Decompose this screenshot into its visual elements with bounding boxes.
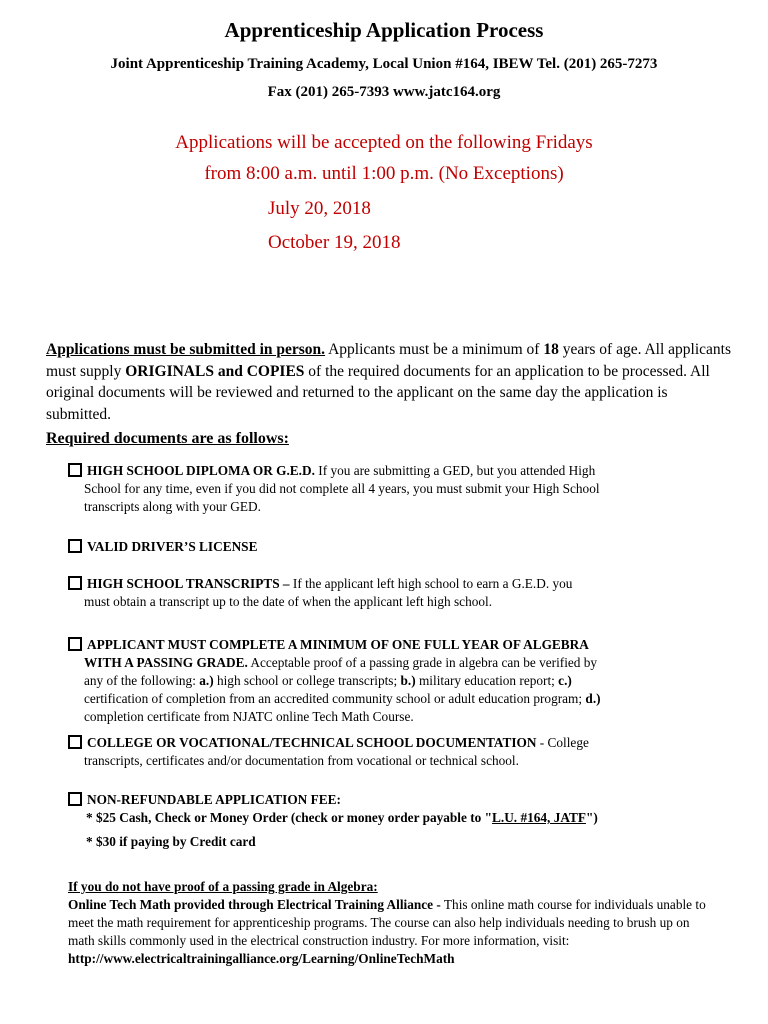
license-caption: VALID DRIVER’S LICENSE <box>87 539 258 554</box>
checkbox-transcripts[interactable] <box>68 576 82 590</box>
required-documents-heading: Required documents are as follows: <box>46 430 289 447</box>
notice-line-1: Applications will be accepted on the following Fridays <box>175 132 593 153</box>
algebra-caption-2: WITH A PASSING GRADE. <box>84 655 248 670</box>
transcripts-text-1: If the applicant left high school to earn a G.E.D. you <box>289 576 573 591</box>
checkbox-diploma[interactable] <box>68 463 82 477</box>
intro-text-1: Applicants must be a minimum of <box>325 341 544 358</box>
college-text-1: - College <box>536 735 589 750</box>
diploma-caption: HIGH SCHOOL DIPLOMA OR G.E.D. <box>87 463 315 478</box>
fax-website-line: Fax (201) 265-7393 www.jatc164.org <box>267 84 501 100</box>
fee-cash-text: * $25 Cash, Check or Money Order (check or money order payable to " <box>86 810 493 825</box>
tech-math-lead: Online Tech Math provided through Electrical Training Alliance - <box>68 897 441 912</box>
option-d: d.) <box>585 691 601 706</box>
algebra-text-2b: high school or college transcripts; <box>213 673 401 688</box>
item-college <box>68 734 688 770</box>
checkbox-algebra[interactable] <box>68 637 82 651</box>
fee-cash-close: ") <box>585 810 598 825</box>
intro-lead: Applications must be submitted in person. <box>46 341 326 358</box>
item-transcripts <box>68 575 688 611</box>
algebra-text-2c: military education report; <box>415 673 559 688</box>
application-date-2: October 19, 2018 <box>268 232 401 253</box>
transcripts-caption: HIGH SCHOOL TRANSCRIPTS – <box>87 576 290 591</box>
fee-caption: NON-REFUNDABLE APPLICATION FEE: <box>87 792 341 807</box>
checkbox-college[interactable] <box>68 735 82 749</box>
algebra-text-3: certification of completion from an accredited community school or adult education program; <box>84 691 586 706</box>
option-b: b.) <box>400 673 416 688</box>
option-a: a.) <box>199 673 214 688</box>
checkbox-license[interactable] <box>68 539 82 553</box>
checkbox-fee[interactable] <box>68 792 82 806</box>
item-algebra <box>68 636 688 726</box>
item-license <box>68 538 688 556</box>
item-fee <box>68 791 688 851</box>
diploma-text-2: School for any time, even if you did not complete all 4 years, you must submit your High School <box>84 481 600 496</box>
transcripts-text-2: must obtain a transcript up to the date of when the applicant left high school. <box>84 594 493 609</box>
algebra-caption-1: APPLICANT MUST COMPLETE A MINIMUM OF ONE FULL YEAR OF ALGEBRA <box>87 637 589 652</box>
college-text-2: transcripts, certificates and/or documentation from vocational or technical school. <box>84 753 519 768</box>
algebra-help-section <box>68 878 708 968</box>
algebra-text-2a: any of the following: <box>84 673 200 688</box>
fee-credit-line: * $30 if paying by Credit card <box>86 834 256 849</box>
tech-math-url[interactable]: http://www.electricaltrainingalliance.org/Learning/OnlineTechMath <box>68 951 455 966</box>
fee-cash-line <box>68 809 688 827</box>
item-diploma <box>68 462 688 516</box>
tech-math-text: This online math course for individuals unable to meet the math requirement for apprenticeship programs. The course can also help individuals needing to brush up on math skills commonly used in the electrical construction industry. For more information, visit: <box>68 897 706 948</box>
diploma-text-3: transcripts along with your GED. <box>84 499 261 514</box>
organization-line: Joint Apprenticeship Training Academy, Local Union #164, IBEW Tel. (201) 265-7273 <box>110 56 658 72</box>
payee-name: L.U. #164, JATF <box>492 810 586 825</box>
originals-copies: ORIGINALS and COPIES <box>125 362 305 380</box>
application-date-1: July 20, 2018 <box>268 198 371 219</box>
algebra-text-1: Acceptable proof of a passing grade in algebra can be verified by <box>247 655 598 670</box>
page-title: Apprenticeship Application Process <box>224 18 544 42</box>
intro-paragraph <box>46 339 736 425</box>
algebra-text-4: completion certificate from NJATC online Tech Math Course. <box>84 709 414 724</box>
notice-line-2: from 8:00 a.m. until 1:00 p.m. (No Exceptions) <box>204 163 564 184</box>
college-caption: COLLEGE OR VOCATIONAL/TECHNICAL SCHOOL DOCUMENTATION <box>87 735 537 750</box>
diploma-text-1: If you are submitting a GED, but you attended High <box>314 463 596 478</box>
algebra-help-heading: If you do not have proof of a passing grade in Algebra: <box>68 879 378 894</box>
intro-text-2: years of age. All applicants must supply <box>46 341 731 380</box>
intro-text-3: of the required documents for an application to be processed. All original documents will be reviewed and returned to the applicant on the same day the application is submitted. <box>46 362 710 423</box>
minimum-age: 18 <box>543 341 559 358</box>
option-c: c.) <box>558 673 572 688</box>
